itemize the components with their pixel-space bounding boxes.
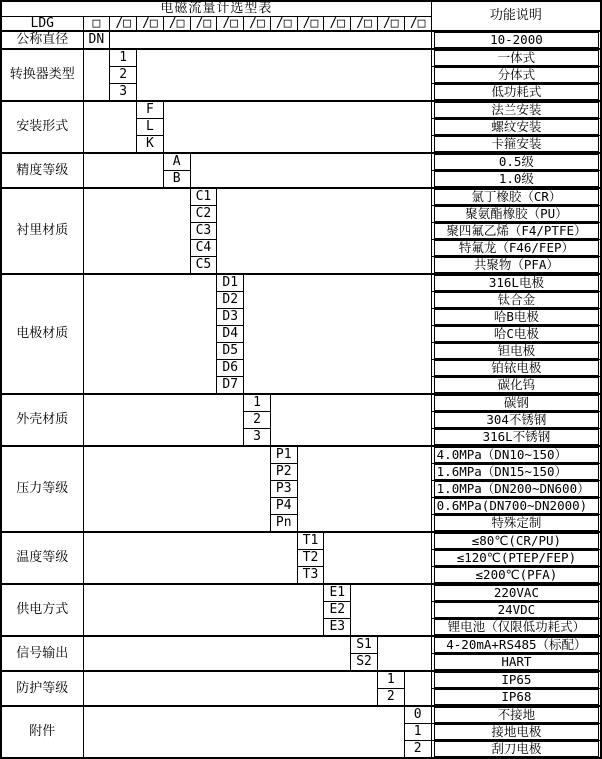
code-cell: 2: [377, 689, 404, 707]
function-desc: 氯丁橡胶（CR）: [434, 189, 600, 205]
code-cell: T3: [297, 567, 324, 585]
code-cell: P3: [270, 481, 297, 498]
desc-cell: [431, 446, 601, 464]
function-desc: 4.0MPa（DN10~150）: [434, 447, 600, 463]
code-cell: E2: [324, 602, 351, 619]
model-slot-box: /□: [137, 16, 164, 31]
spacer-cell: [83, 636, 351, 671]
model-slot-box: /□: [351, 16, 378, 31]
model-slot-box: /□: [110, 16, 137, 31]
desc-cell: [431, 67, 601, 84]
function-desc: 特氟龙（F46/FEP）: [434, 240, 600, 256]
desc-cell: [431, 515, 601, 533]
code-cell: D2: [217, 292, 244, 309]
desc-cell: [431, 689, 601, 707]
desc-cell: [431, 481, 601, 498]
desc-cell: [431, 206, 601, 223]
function-desc: 钽电极: [434, 343, 600, 359]
function-column-header: 功能说明: [431, 1, 601, 31]
code-cell: D1: [217, 274, 244, 292]
desc-cell: [431, 274, 601, 292]
spacer-cell: [83, 274, 217, 394]
option-row: [1, 31, 601, 49]
spacer-cell: [190, 153, 431, 188]
function-desc: 螺纹安装: [434, 119, 600, 135]
function-desc: 哈B电极: [434, 309, 600, 325]
function-desc: 铂铱电极: [434, 360, 600, 376]
category-label: 温度等级: [1, 532, 83, 584]
category-label: 压力等级: [1, 446, 83, 532]
code-cell: D4: [217, 326, 244, 343]
function-desc: 共聚物（PFA）: [434, 257, 600, 273]
model-slot-box: /□: [404, 16, 431, 31]
desc-cell: [431, 101, 601, 119]
desc-cell: [431, 567, 601, 585]
desc-cell: [431, 188, 601, 206]
code-cell: Pn: [270, 515, 297, 533]
code-cell: K: [137, 136, 164, 154]
code-cell: 1: [377, 671, 404, 689]
option-row: [1, 188, 601, 206]
category-label: 转换器类型: [1, 49, 83, 101]
model-slot-box: /□: [244, 16, 271, 31]
category-label: 精度等级: [1, 153, 83, 188]
function-desc: 1.6MPa（DN15~150）: [434, 464, 600, 480]
spacer-cell: [83, 446, 270, 532]
spacer-cell: [297, 446, 431, 532]
function-desc: 不接地: [434, 707, 600, 723]
desc-cell: [431, 377, 601, 395]
desc-cell: [431, 240, 601, 257]
desc-cell: [431, 309, 601, 326]
spacer-cell: [163, 101, 431, 153]
desc-cell: [431, 49, 601, 67]
option-row: [1, 671, 601, 689]
code-cell: 3: [110, 84, 137, 102]
function-desc: 聚四氟乙烯（F4/PTFE）: [434, 223, 600, 239]
spacer-cell: [83, 101, 137, 153]
function-desc: 碳化钨: [434, 377, 600, 393]
code-cell: D5: [217, 343, 244, 360]
category-label: 信号输出: [1, 636, 83, 671]
model-slot-box: /□: [297, 16, 324, 31]
function-desc: IP68: [434, 689, 600, 705]
desc-cell: [431, 412, 601, 429]
function-desc: 220VAC: [434, 585, 600, 601]
desc-cell: [431, 550, 601, 567]
code-cell: S2: [351, 654, 378, 672]
model-slot-box: /□: [270, 16, 297, 31]
spacer-cell: [83, 153, 163, 188]
code-cell: P4: [270, 498, 297, 515]
desc-cell: [431, 532, 601, 550]
option-row: [1, 274, 601, 292]
code-cell: C2: [190, 206, 217, 223]
desc-cell: [431, 31, 601, 49]
desc-cell: [431, 84, 601, 102]
desc-cell: [431, 223, 601, 240]
code-cell: 2: [110, 67, 137, 84]
spacer-cell: [83, 49, 110, 101]
code-cell: L: [137, 119, 164, 136]
model-slot-box: /□: [190, 16, 217, 31]
category-label: 供电方式: [1, 584, 83, 636]
code-cell: F: [137, 101, 164, 119]
option-row: [1, 446, 601, 464]
desc-cell: [431, 636, 601, 654]
function-desc: 接地电极: [434, 724, 600, 740]
category-label: 安装形式: [1, 101, 83, 153]
spacer-cell: [270, 394, 431, 446]
desc-cell: [431, 394, 601, 412]
code-cell: C5: [190, 257, 217, 275]
code-cell: P2: [270, 464, 297, 481]
code-cell: DN: [83, 31, 110, 49]
desc-cell: [431, 619, 601, 637]
spacer-cell: [83, 584, 324, 636]
function-desc: 304不锈钢: [434, 412, 600, 428]
option-row: [1, 153, 601, 171]
spacer-cell: [324, 532, 431, 584]
category-label: 防护等级: [1, 671, 83, 706]
desc-cell: [431, 119, 601, 136]
function-desc: ≤120℃(PTEP/FEP): [434, 550, 600, 566]
function-desc: 316L电极: [434, 275, 600, 291]
option-row: [1, 706, 601, 724]
function-desc: 碳钢: [434, 395, 600, 411]
option-row: [1, 584, 601, 602]
code-cell: 1: [110, 49, 137, 67]
function-desc: 一体式: [434, 50, 600, 66]
category-label: 公称直径: [1, 31, 83, 49]
code-cell: D6: [217, 360, 244, 377]
desc-cell: [431, 292, 601, 309]
spacer-cell: [244, 274, 432, 394]
title-row: [1, 1, 601, 16]
code-cell: 2: [244, 412, 271, 429]
desc-cell: [431, 671, 601, 689]
function-desc: 特殊定制: [434, 515, 600, 531]
desc-cell: [431, 654, 601, 672]
model-first-box: □: [83, 16, 110, 31]
function-desc: HART: [434, 654, 600, 670]
function-desc: 法兰安装: [434, 102, 600, 118]
code-cell: P1: [270, 446, 297, 464]
spacer-cell: [351, 584, 432, 636]
function-desc: 卡箍安装: [434, 136, 600, 152]
desc-cell: [431, 724, 601, 741]
spacer-cell: [377, 636, 431, 671]
model-prefix: LDG: [1, 16, 83, 31]
table-title: 电磁流量计选型表: [1, 1, 431, 16]
code-cell: 0: [404, 706, 431, 724]
function-desc: 316L不锈钢: [434, 429, 600, 445]
code-cell: 2: [404, 741, 431, 759]
model-slot-box: /□: [377, 16, 404, 31]
function-desc: ≤200℃(PFA): [434, 567, 600, 583]
category-label: 电极材质: [1, 274, 83, 394]
code-cell: T2: [297, 550, 324, 567]
code-cell: C3: [190, 223, 217, 240]
option-row: [1, 532, 601, 550]
spacer-cell: [83, 188, 190, 274]
desc-cell: [431, 171, 601, 189]
desc-cell: [431, 136, 601, 154]
desc-cell: [431, 741, 601, 759]
desc-cell: [431, 326, 601, 343]
function-desc: 1.0MPa（DN200~DN600）: [434, 481, 600, 497]
spacer-cell: [83, 394, 244, 446]
option-row: [1, 636, 601, 654]
code-cell: D3: [217, 309, 244, 326]
function-desc: 钛合金: [434, 292, 600, 308]
model-slot-box: /□: [217, 16, 244, 31]
desc-cell: [431, 429, 601, 447]
function-desc: 聚氨酯橡胶（PU）: [434, 206, 600, 222]
spacer-cell: [83, 671, 377, 706]
function-desc: ≤80℃(CR/PU): [434, 533, 600, 549]
code-cell: E1: [324, 584, 351, 602]
spacer-cell: [110, 31, 431, 49]
function-desc: 24VDC: [434, 602, 600, 618]
function-desc: 10-2000: [434, 32, 600, 48]
code-cell: B: [163, 171, 190, 189]
option-row: [1, 49, 601, 67]
desc-cell: [431, 360, 601, 377]
desc-cell: [431, 584, 601, 602]
spacer-cell: [83, 706, 404, 758]
function-desc: 0.6MPa(DN700~DN2000): [434, 498, 600, 514]
function-desc: 0.5级: [434, 154, 600, 170]
desc-cell: [431, 706, 601, 724]
spacer-cell: [137, 49, 432, 101]
function-desc: 锂电池（仅限低功耗式）: [434, 619, 600, 635]
desc-cell: [431, 153, 601, 171]
spacer-cell: [404, 671, 431, 706]
category-label: 附件: [1, 706, 83, 758]
spacer-cell: [83, 532, 297, 584]
category-label: 衬里材质: [1, 188, 83, 274]
code-cell: 1: [404, 724, 431, 741]
function-desc: 低功耗式: [434, 84, 600, 100]
option-row: [1, 394, 601, 412]
function-desc: 分体式: [434, 67, 600, 83]
code-cell: A: [163, 153, 190, 171]
spacer-cell: [217, 188, 431, 274]
code-cell: E3: [324, 619, 351, 637]
code-cell: 1: [244, 394, 271, 412]
function-desc: 刮刀电极: [434, 741, 600, 757]
desc-cell: [431, 498, 601, 515]
function-desc: 哈C电极: [434, 326, 600, 342]
function-desc: 1.0级: [434, 171, 600, 187]
function-desc: IP65: [434, 672, 600, 688]
code-cell: C1: [190, 188, 217, 206]
option-row: [1, 101, 601, 119]
model-slot-box: /□: [163, 16, 190, 31]
model-slot-box: /□: [324, 16, 351, 31]
desc-cell: [431, 464, 601, 481]
desc-cell: [431, 257, 601, 275]
code-cell: T1: [297, 532, 324, 550]
function-desc: 4-20mA+RS485（标配）: [434, 637, 600, 653]
category-label: 外壳材质: [1, 394, 83, 446]
desc-cell: [431, 602, 601, 619]
code-cell: D7: [217, 377, 244, 395]
code-cell: C4: [190, 240, 217, 257]
code-cell: S1: [351, 636, 378, 654]
code-cell: 3: [244, 429, 271, 447]
desc-cell: [431, 343, 601, 360]
